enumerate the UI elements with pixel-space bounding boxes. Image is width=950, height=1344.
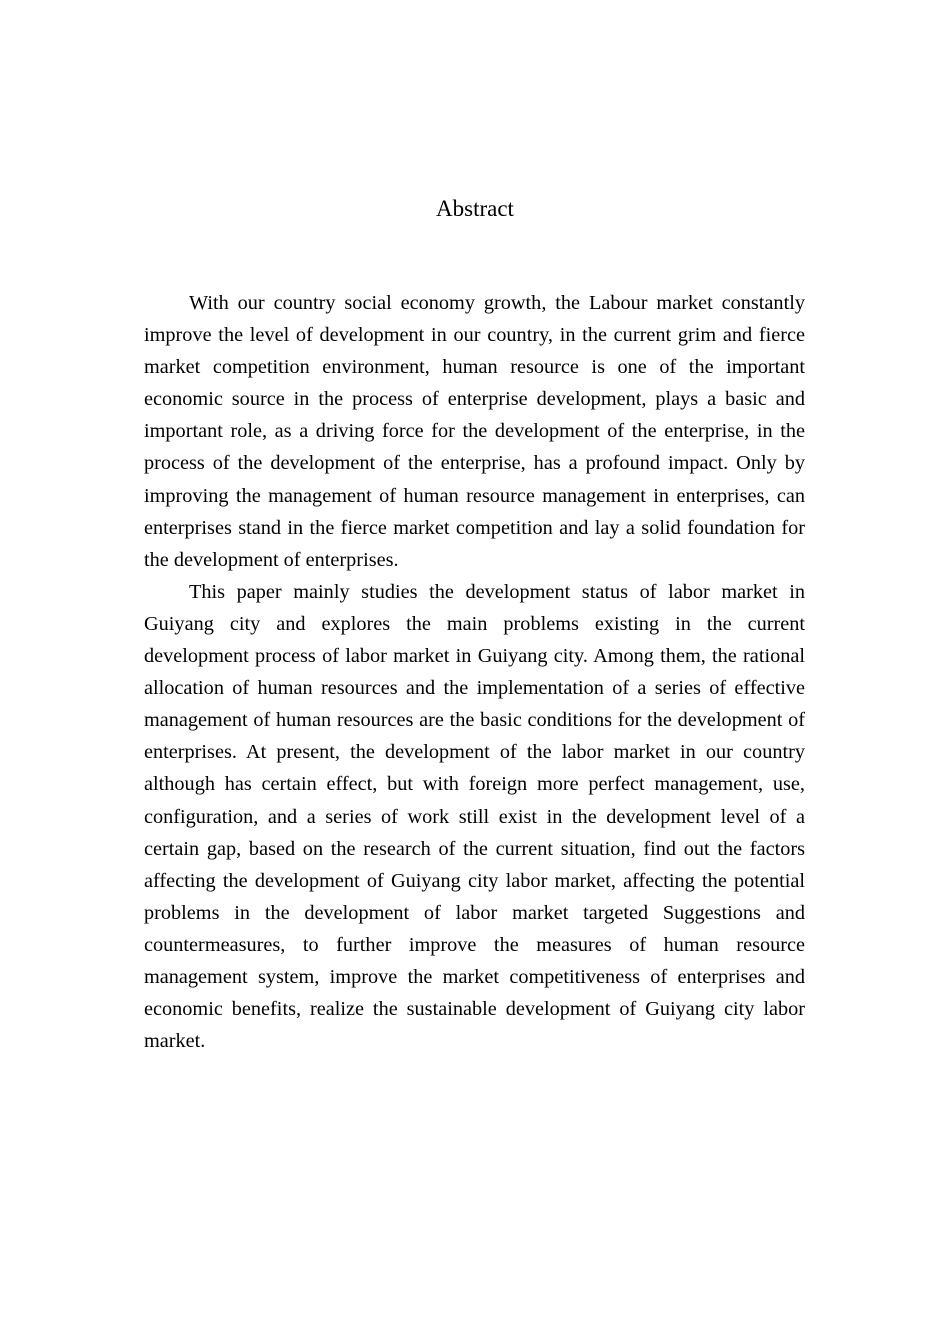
abstract-paragraph-2: This paper mainly studies the development status of labor market in Guiyang city and explores the main problems existing in the current development process of labor market in Guiyang city. Among them, the rational allocation of human resources and the implementation of a series of effective management of human resources are the basic conditions for the development of enterprises. At present, the development of the labor market in our country although has certain effect, but with foreign more perfect management, use, configuration, and a series of work still exist in the development level of a certain gap, based on the research of the current situation, find out the factors affecting the development of Guiyang city labor market, affecting the potential problems in the development of labor market targeted Suggestions and countermeasures, to further improve the measures of human resource management system, improve the market competitiveness of enterprises and economic benefits, realize the sustainable development of Guiyang city labor market. [144, 580, 805, 1053]
abstract-paragraph-1: With our country social economy growth, the Labour market constantly improve the level of development in our country, in the current grim and fierce market competition environment, human resource is one of the important economic source in the process of enterprise development, plays a basic and important role, as a driving force for the development of the enterprise, in the process of the development of the enterprise, has a profound impact. Only by improving the management of human resource management in enterprises, can enterprises stand in the fierce market competition and lay a solid foundation for the development of enterprises. [144, 292, 805, 571]
abstract-title: Abstract [436, 196, 514, 221]
abstract-body [144, 287, 805, 1057]
